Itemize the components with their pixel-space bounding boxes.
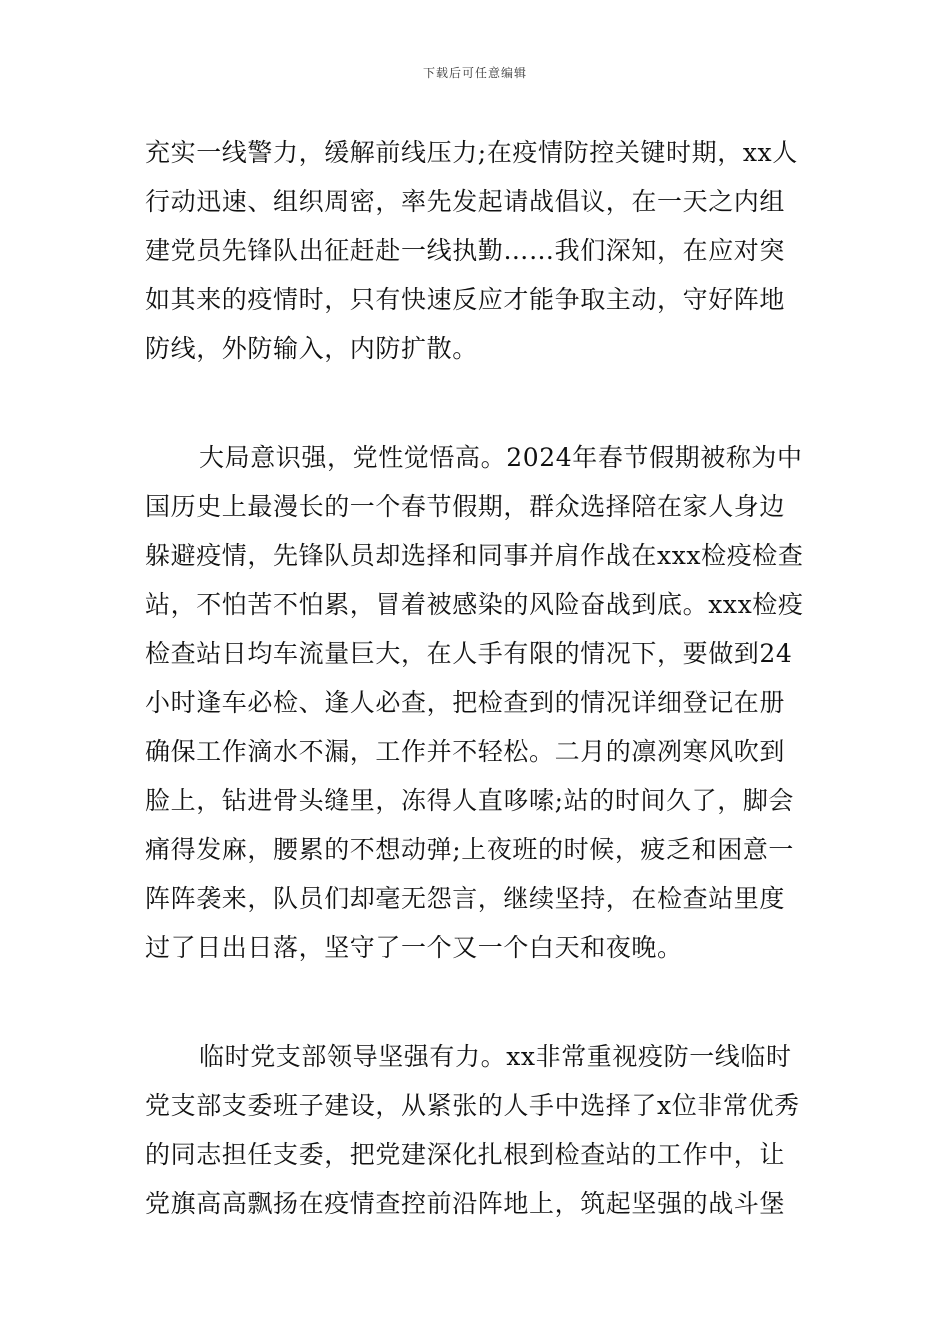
text-line: 党支部支委班子建设，从紧张的人手中选择了x位非常优秀	[145, 1091, 800, 1120]
paragraph	[145, 128, 813, 373]
text-line: 临时党支部领导坚强有力。xx非常重视疫防一线临时	[199, 1042, 792, 1071]
text-line: 国历史上最漫长的一个春节假期，群众选择陪在家人身边	[145, 492, 786, 521]
text-line: 建党员先锋队出征赶赴一线执勤……我们深知，在应对突	[145, 236, 786, 265]
text-line: 的同志担任支委，把党建深化扎根到检查站的工作中，让	[145, 1140, 786, 1169]
text-line: 检查站日均车流量巨大，在人手有限的情况下，要做到24	[145, 639, 793, 668]
text-line: 过了日出日落，坚守了一个又一个白天和夜晚。	[145, 933, 683, 962]
document-body	[145, 128, 813, 1228]
paragraph	[145, 433, 813, 972]
text-line: 躲避疫情，先锋队员却选择和同事并肩作战在xxx检疫检查	[145, 541, 804, 570]
text-line: 行动迅速、组织周密，率先发起请战倡议，在一天之内组	[145, 187, 786, 216]
text-line: 小时逢车必检、逢人必查，把检查到的情况详细登记在册	[145, 688, 786, 717]
text-line: 防线，外防输入，内防扩散。	[145, 334, 478, 363]
paragraph-gap	[145, 972, 813, 1032]
text-line: 痛得发麻，腰累的不想动弹;上夜班的时候，疲乏和困意一	[145, 835, 795, 864]
text-line: 如其来的疫情时，只有快速反应才能争取主动，守好阵地	[145, 285, 786, 314]
text-line: 确保工作滴水不漏，工作并不轻松。二月的凛冽寒风吹到	[145, 737, 786, 766]
page-header: 下载后可任意编辑	[422, 66, 527, 80]
paragraph-gap	[145, 373, 813, 433]
paragraph	[145, 1032, 813, 1228]
text-line: 脸上，钻进骨头缝里，冻得人直哆嗦;站的时间久了，脚会	[145, 786, 795, 815]
text-line: 阵阵袭来，队员们却毫无怨言，继续坚持，在检查站里度	[145, 884, 786, 913]
text-line: 充实一线警力，缓解前线压力;在疫情防控关键时期，xx人	[145, 138, 798, 167]
text-line: 党旗高高飘扬在疫情查控前沿阵地上，筑起坚强的战斗堡	[145, 1189, 786, 1218]
text-line: 大局意识强，党性觉悟高。2024年春节假期被称为中	[199, 443, 803, 472]
text-line: 站，不怕苦不怕累，冒着被感染的风险奋战到底。xxx检疫	[145, 590, 804, 619]
